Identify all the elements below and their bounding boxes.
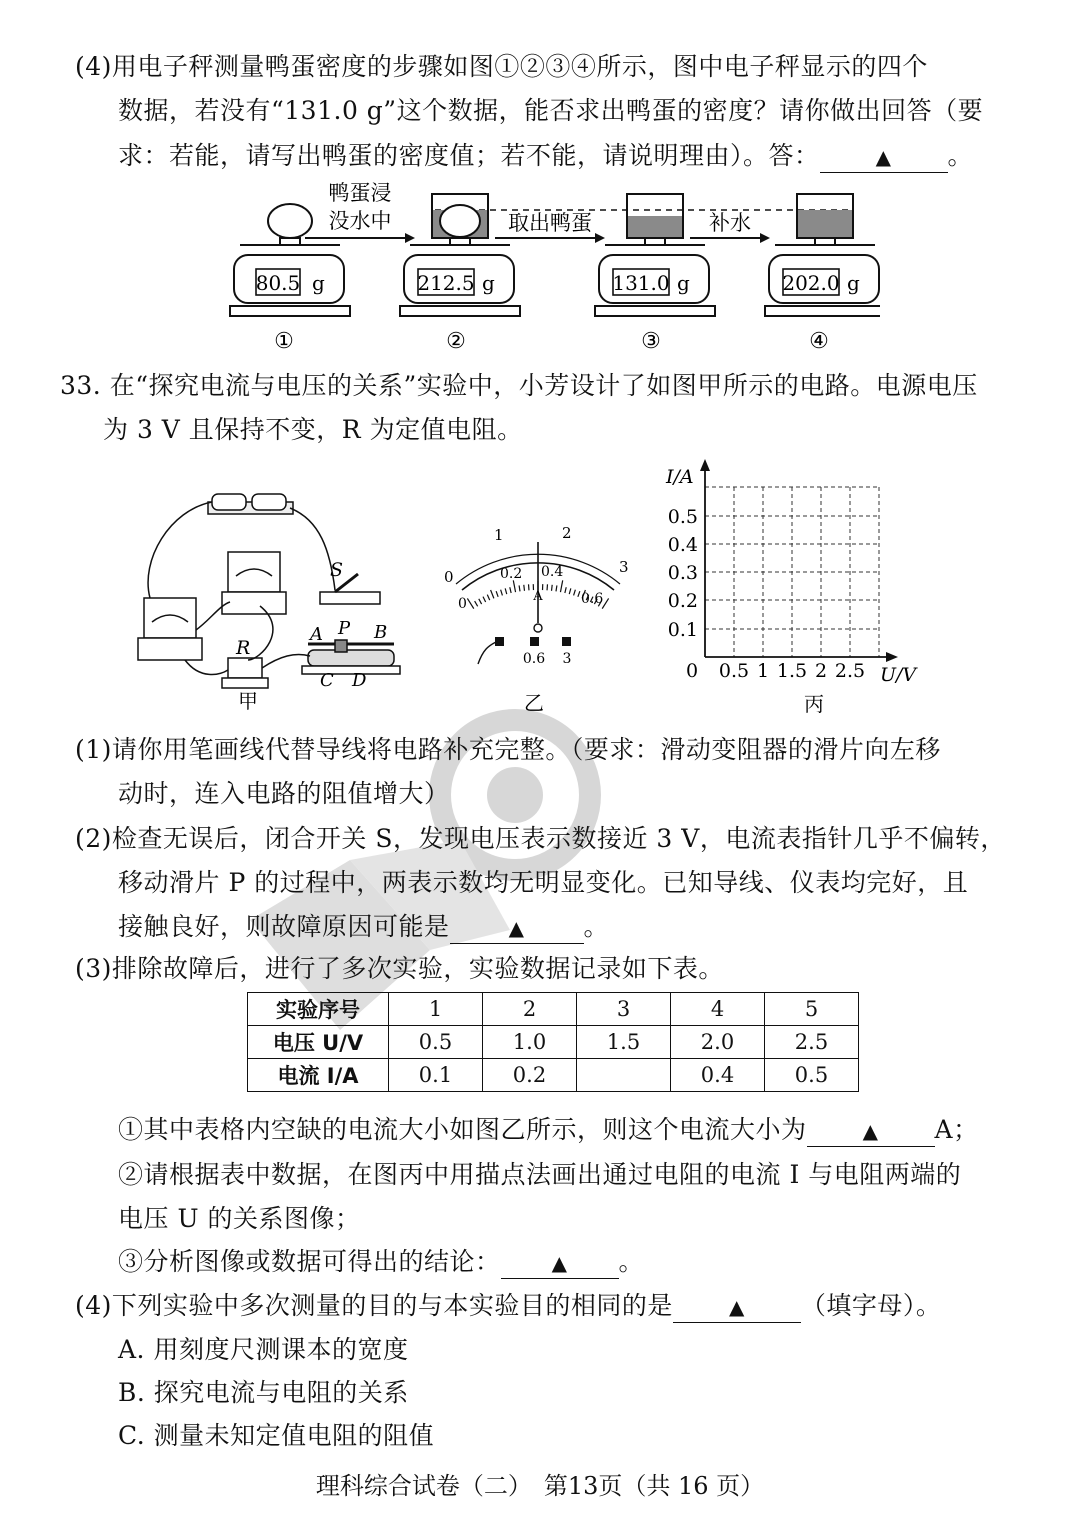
blank-marker: ▲	[728, 1295, 745, 1319]
arrow-label-submerge-2: 没水中	[328, 209, 392, 233]
step-label-3: ③	[641, 329, 661, 354]
scale-unit-1: g	[312, 271, 325, 295]
table-row	[248, 993, 859, 1026]
option-b: B. 探究电流与电阻的关系	[118, 1378, 409, 1407]
egg-density-figure	[220, 180, 880, 358]
table-cell: 0.5	[389, 1026, 483, 1059]
ammeter-tick-mark	[483, 597, 486, 602]
graph-caption: 丙	[804, 692, 824, 716]
q33-line2: 为 3 V 且保持不变，R 为定值电阻。	[103, 415, 523, 444]
table-cell: 1.5	[577, 1026, 671, 1059]
p3-sub1-end: A；	[934, 1115, 979, 1144]
q4-line3-text: 求：若能，请写出鸭蛋的密度值；若不能，请说明理由）。答：	[118, 141, 820, 170]
p3-sub3-end: 。	[618, 1247, 645, 1276]
q4-line3	[118, 139, 973, 173]
ammeter-outer-tick-1: 1	[494, 526, 504, 544]
table-cell: 3	[577, 993, 671, 1026]
p3-sub2-line1: ②请根据表中数据，在图丙中用描点法画出通过电阻的电流 I 与电阻两端的	[118, 1160, 962, 1189]
p3-sub1	[118, 1113, 979, 1147]
ammeter-inner-tick-2: 0.4	[541, 564, 564, 580]
table-cell: 0.1	[389, 1059, 483, 1092]
table-cell: 1	[389, 993, 483, 1026]
graph-xtick-25: 2.5	[834, 660, 866, 682]
table-cell: 2.0	[671, 1026, 765, 1059]
rheostat-terminal-a: A	[310, 624, 323, 645]
graph-xtick-1: 1	[756, 660, 770, 682]
answer-blank-current[interactable]	[807, 1115, 935, 1147]
graph-ytick-05: 0.5	[667, 506, 698, 528]
switch-label: S	[330, 559, 344, 581]
ammeter-tick-mark	[560, 580, 562, 592]
p3-sub3	[118, 1245, 644, 1279]
p2-line3	[118, 910, 609, 944]
option-c: C. 测量未知定值电阻的阻值	[118, 1421, 435, 1450]
table-cell: 0.5	[765, 1059, 859, 1092]
ammeter-outer-tick-2: 2	[562, 524, 572, 542]
blank-marker: ▲	[508, 916, 525, 940]
table-head-current: 电流 I/A	[248, 1059, 389, 1092]
ammeter-tick-mark	[496, 591, 498, 597]
rheostat-slider-p: P	[338, 618, 351, 639]
ammeter-tick-mark	[501, 590, 503, 596]
graph-xtick-05: 0.5	[718, 660, 750, 682]
option-a: A. 用刻度尺测课本的宽度	[118, 1335, 409, 1364]
graph-xlabel: U/V	[880, 664, 917, 686]
q4-line2: 数据，若没有“131.0 g”这个数据，能否求出鸭蛋的密度？请你做出回答（要	[118, 96, 984, 125]
ammeter-unit-letter: A	[533, 589, 543, 604]
p2-line3-text: 接触良好，则故障原因可能是	[118, 912, 450, 941]
arrow-label-add-water: 补水	[709, 211, 751, 235]
ammeter-outer-tick-0: 0	[444, 568, 454, 586]
answer-blank-conclusion[interactable]	[501, 1247, 619, 1279]
q4-line1: (4)用电子秤测量鸭蛋密度的步骤如图①②③④所示，图中电子秤显示的四个	[75, 52, 928, 81]
step-label-4: ④	[809, 329, 829, 354]
table-cell: 0.2	[483, 1059, 577, 1092]
blank-marker: ▲	[875, 145, 892, 169]
ammeter-tick-mark	[578, 591, 580, 597]
resistor-label: R	[236, 637, 251, 659]
ammeter-tick-mark	[569, 588, 571, 594]
arrow-label-submerge-1: 鸭蛋浸	[328, 181, 392, 205]
ammeter-inner-tick-1: 0.2	[500, 566, 523, 582]
ammeter-inner-tick-3: 0.6	[581, 591, 604, 607]
arrow-label-remove-egg: 取出鸭蛋	[508, 211, 592, 235]
table-cell: 5	[765, 993, 859, 1026]
ammeter-tick-mark	[552, 585, 553, 591]
q4-line3-end: 。	[947, 141, 974, 170]
scale-unit-2: g	[482, 271, 495, 295]
iu-graph-figure	[652, 455, 932, 717]
circuit-caption: 甲	[238, 689, 258, 712]
graph-ytick-03: 0.3	[667, 562, 698, 584]
ammeter-tick-mark	[513, 580, 515, 592]
ammeter-tick-mark	[574, 590, 576, 596]
scale-reading-1: 80.5	[255, 271, 301, 295]
ammeter-tick-mark	[475, 601, 478, 606]
scale-reading-2: 212.5	[417, 271, 475, 295]
answer-blank-q4[interactable]	[820, 141, 948, 173]
p4-line	[75, 1289, 941, 1323]
table-cell-empty-current[interactable]	[577, 1059, 671, 1092]
table-row	[248, 1026, 859, 1059]
table-head-voltage: 电压 U/V	[248, 1026, 389, 1059]
graph-origin: 0	[686, 660, 699, 682]
scale-unit-3: g	[677, 271, 690, 295]
rheostat-terminal-b: B	[374, 622, 388, 643]
graph-xtick-15: 1.5	[776, 660, 808, 682]
ammeter-tick-mark	[467, 598, 473, 608]
blank-marker: ▲	[862, 1119, 879, 1143]
answer-blank-choice[interactable]	[673, 1291, 801, 1323]
graph-xtick-2: 2	[814, 660, 828, 682]
ammeter-dial-figure	[438, 520, 638, 716]
ammeter-tick-mark	[487, 595, 489, 600]
p4-text: (4)下列实验中多次测量的目的与本实验目的相同的是	[75, 1291, 673, 1320]
ammeter-tick-mark	[491, 590, 494, 598]
scale-reading-3: 131.0	[612, 271, 670, 295]
p2-line1: (2)检查无误后，闭合开关 S，发现电压表示数接近 3 V，电流表指针几乎不偏转，	[75, 824, 1006, 853]
table-cell: 2.5	[765, 1026, 859, 1059]
scale-reading-4: 202.0	[782, 271, 840, 295]
graph-ytick-04: 0.4	[667, 534, 698, 556]
step-label-1: ①	[274, 329, 294, 354]
graph-ylabel: I/A	[666, 466, 694, 488]
table-cell: 1.0	[483, 1026, 577, 1059]
p1-line1: (1)请你用笔画线代替导线将电路补充完整。（要求：滑动变阻器的滑片向左移	[75, 735, 941, 764]
ammeter-tick-mark	[479, 599, 482, 604]
table-head-trial: 实验序号	[248, 993, 389, 1026]
p3-sub2-line2: 电压 U 的关系图像；	[118, 1204, 361, 1233]
ammeter-inner-tick-0: 0	[458, 596, 467, 612]
ammeter-tick-mark	[524, 585, 525, 591]
ammeter-tick-mark	[519, 585, 520, 591]
p1-line2: 动时，连入电路的阻值增大）	[118, 779, 450, 808]
table-cell: 4	[671, 993, 765, 1026]
graph-ytick-02: 0.2	[667, 590, 698, 612]
ammeter-terminal-06: 0.6	[522, 651, 546, 667]
table-cell: 2	[483, 993, 577, 1026]
p3-line1: (3)排除故障后，进行了多次实验，实验数据记录如下表。	[75, 954, 724, 983]
p4-end: （填字母）。	[800, 1291, 942, 1320]
ammeter-tick-mark	[556, 585, 557, 591]
circuit-figure	[130, 480, 410, 712]
ammeter-outer-tick-3: 3	[619, 558, 629, 576]
experiment-data-table	[247, 992, 859, 1092]
ammeter-tick-mark	[505, 588, 507, 594]
table-cell: 0.4	[671, 1059, 765, 1092]
ammeter-terminal-3: 3	[562, 651, 572, 667]
ammeter-tick-mark	[565, 587, 566, 593]
p2-line2: 移动滑片 P 的过程中，两表示数均无明显变化。已知导线、仪表均完好，且	[118, 868, 969, 897]
p2-line3-end: 。	[583, 912, 610, 941]
p3-sub3-text: ③分析图像或数据可得出的结论：	[118, 1247, 501, 1276]
blank-marker: ▲	[551, 1251, 568, 1275]
table-row	[248, 1059, 859, 1092]
q33-line1: 33. 在“探究电流与电压的关系”实验中，小芳设计了如图甲所示的电路。电源电压	[60, 371, 978, 400]
page-footer: 理科综合试卷（二） 第13页（共 16 页）	[315, 1472, 765, 1500]
step-label-2: ②	[446, 329, 466, 354]
graph-ytick-01: 0.1	[667, 619, 698, 641]
ammeter-caption: 乙	[524, 691, 544, 715]
rheostat-terminal-c: C	[320, 670, 334, 691]
rheostat-terminal-d: D	[352, 670, 367, 691]
answer-blank-fault[interactable]	[450, 912, 584, 944]
scale-unit-4: g	[847, 271, 860, 295]
p3-sub1-text: ①其中表格内空缺的电流大小如图乙所示，则这个电流大小为	[118, 1115, 807, 1144]
ammeter-tick-mark	[510, 587, 511, 593]
